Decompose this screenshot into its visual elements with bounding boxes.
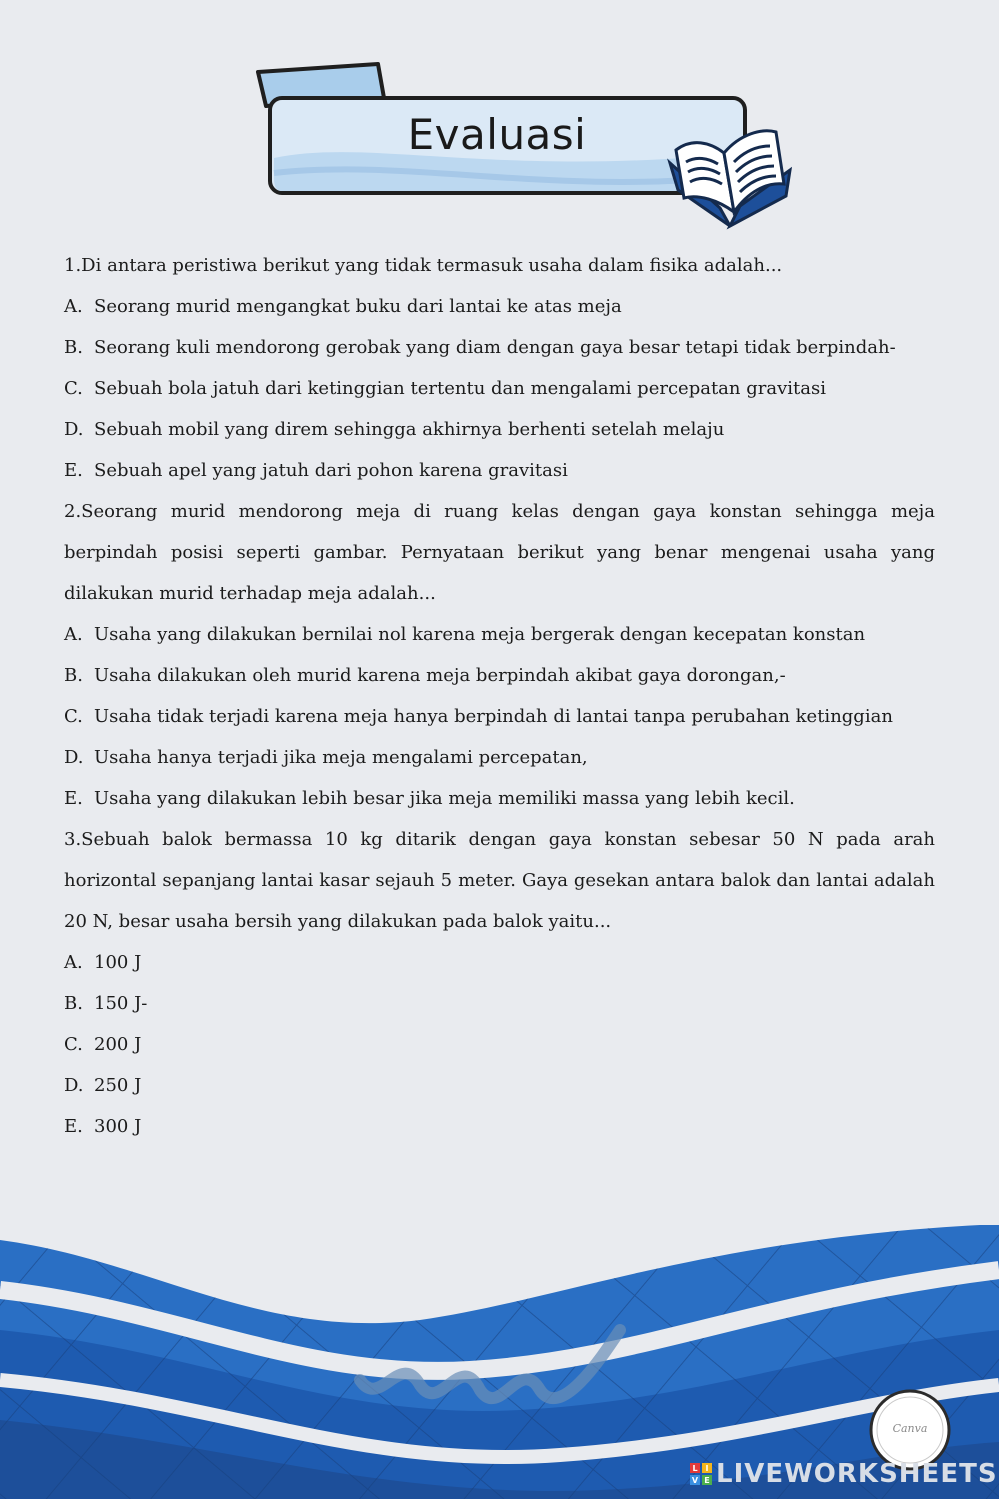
question-3-option-d[interactable]: D. 250 J: [64, 1075, 142, 1096]
question-3: 3.Sebuah balok bermassa 10 kg ditarik dengan gaya konstan sebesar 50 N pada arah horizontal sepanjang lantai kasar sejauh 5 meter. Gaya gesekan antara balok dan lantai adalah 20 N, besar usaha bersih yang dilakukan pada balok yaitu...: [64, 829, 935, 932]
question-3-option-e[interactable]: E. 300 J: [64, 1116, 142, 1137]
question-1-option-c[interactable]: C. Sebuah bola jatuh dari ketinggian tertentu dan mengalami percepatan gravitasi: [64, 378, 826, 399]
title-banner: [250, 58, 800, 233]
question-1-option-b[interactable]: B. Seorang kuli mendorong gerobak yang diam dengan gaya besar tetapi tidak berpindah-: [64, 337, 896, 358]
question-1-option-a[interactable]: A. Seorang murid mengangkat buku dari lantai ke atas meja: [64, 296, 622, 317]
canva-label: Canva: [892, 1422, 928, 1435]
question-2: 2.Seorang murid mendorong meja di ruang kelas dengan gaya konstan sehingga meja berpindah posisi seperti gambar. Pernyataan berikut yang benar mengenai usaha yang dilakukan murid terhadap meja adalah...: [64, 501, 935, 604]
question-3-option-a[interactable]: A. 100 J: [64, 952, 142, 973]
question-2-option-e[interactable]: E. Usaha yang dilakukan lebih besar jika meja memiliki massa yang lebih kecil.: [64, 788, 795, 809]
question-2-option-b[interactable]: B. Usaha dilakukan oleh murid karena meja berpindah akibat gaya dorongan,-: [64, 665, 786, 686]
liveworksheets-text: LIVEWORKSHEETS: [716, 1459, 998, 1489]
question-list: [64, 245, 935, 1147]
question-1-option-d[interactable]: D. Sebuah mobil yang direm sehingga akhirnya berhenti setelah melaju: [64, 419, 725, 440]
question-2-option-c[interactable]: C. Usaha tidak terjadi karena meja hanya berpindah di lantai tanpa perubahan ketinggian: [64, 706, 893, 727]
liveworksheets-watermark: [690, 1458, 998, 1490]
open-book-icon: [658, 108, 798, 233]
decorative-waves: [0, 1180, 999, 1499]
question-1: 1.Di antara peristiwa berikut yang tidak termasuk usaha dalam fisika adalah...: [64, 255, 783, 276]
question-3-option-b[interactable]: B. 150 J-: [64, 993, 148, 1014]
liveworksheets-logo-icon: L I V E: [690, 1463, 712, 1485]
page-title: Evaluasi: [407, 110, 587, 159]
question-1-option-e[interactable]: E. Sebuah apel yang jatuh dari pohon karena gravitasi: [64, 460, 568, 481]
question-3-option-c[interactable]: C. 200 J: [64, 1034, 142, 1055]
question-2-option-d[interactable]: D. Usaha hanya terjadi jika meja mengalami percepatan,: [64, 747, 588, 768]
question-2-option-a[interactable]: A. Usaha yang dilakukan bernilai nol karena meja bergerak dengan kecepatan konstan: [64, 624, 866, 645]
